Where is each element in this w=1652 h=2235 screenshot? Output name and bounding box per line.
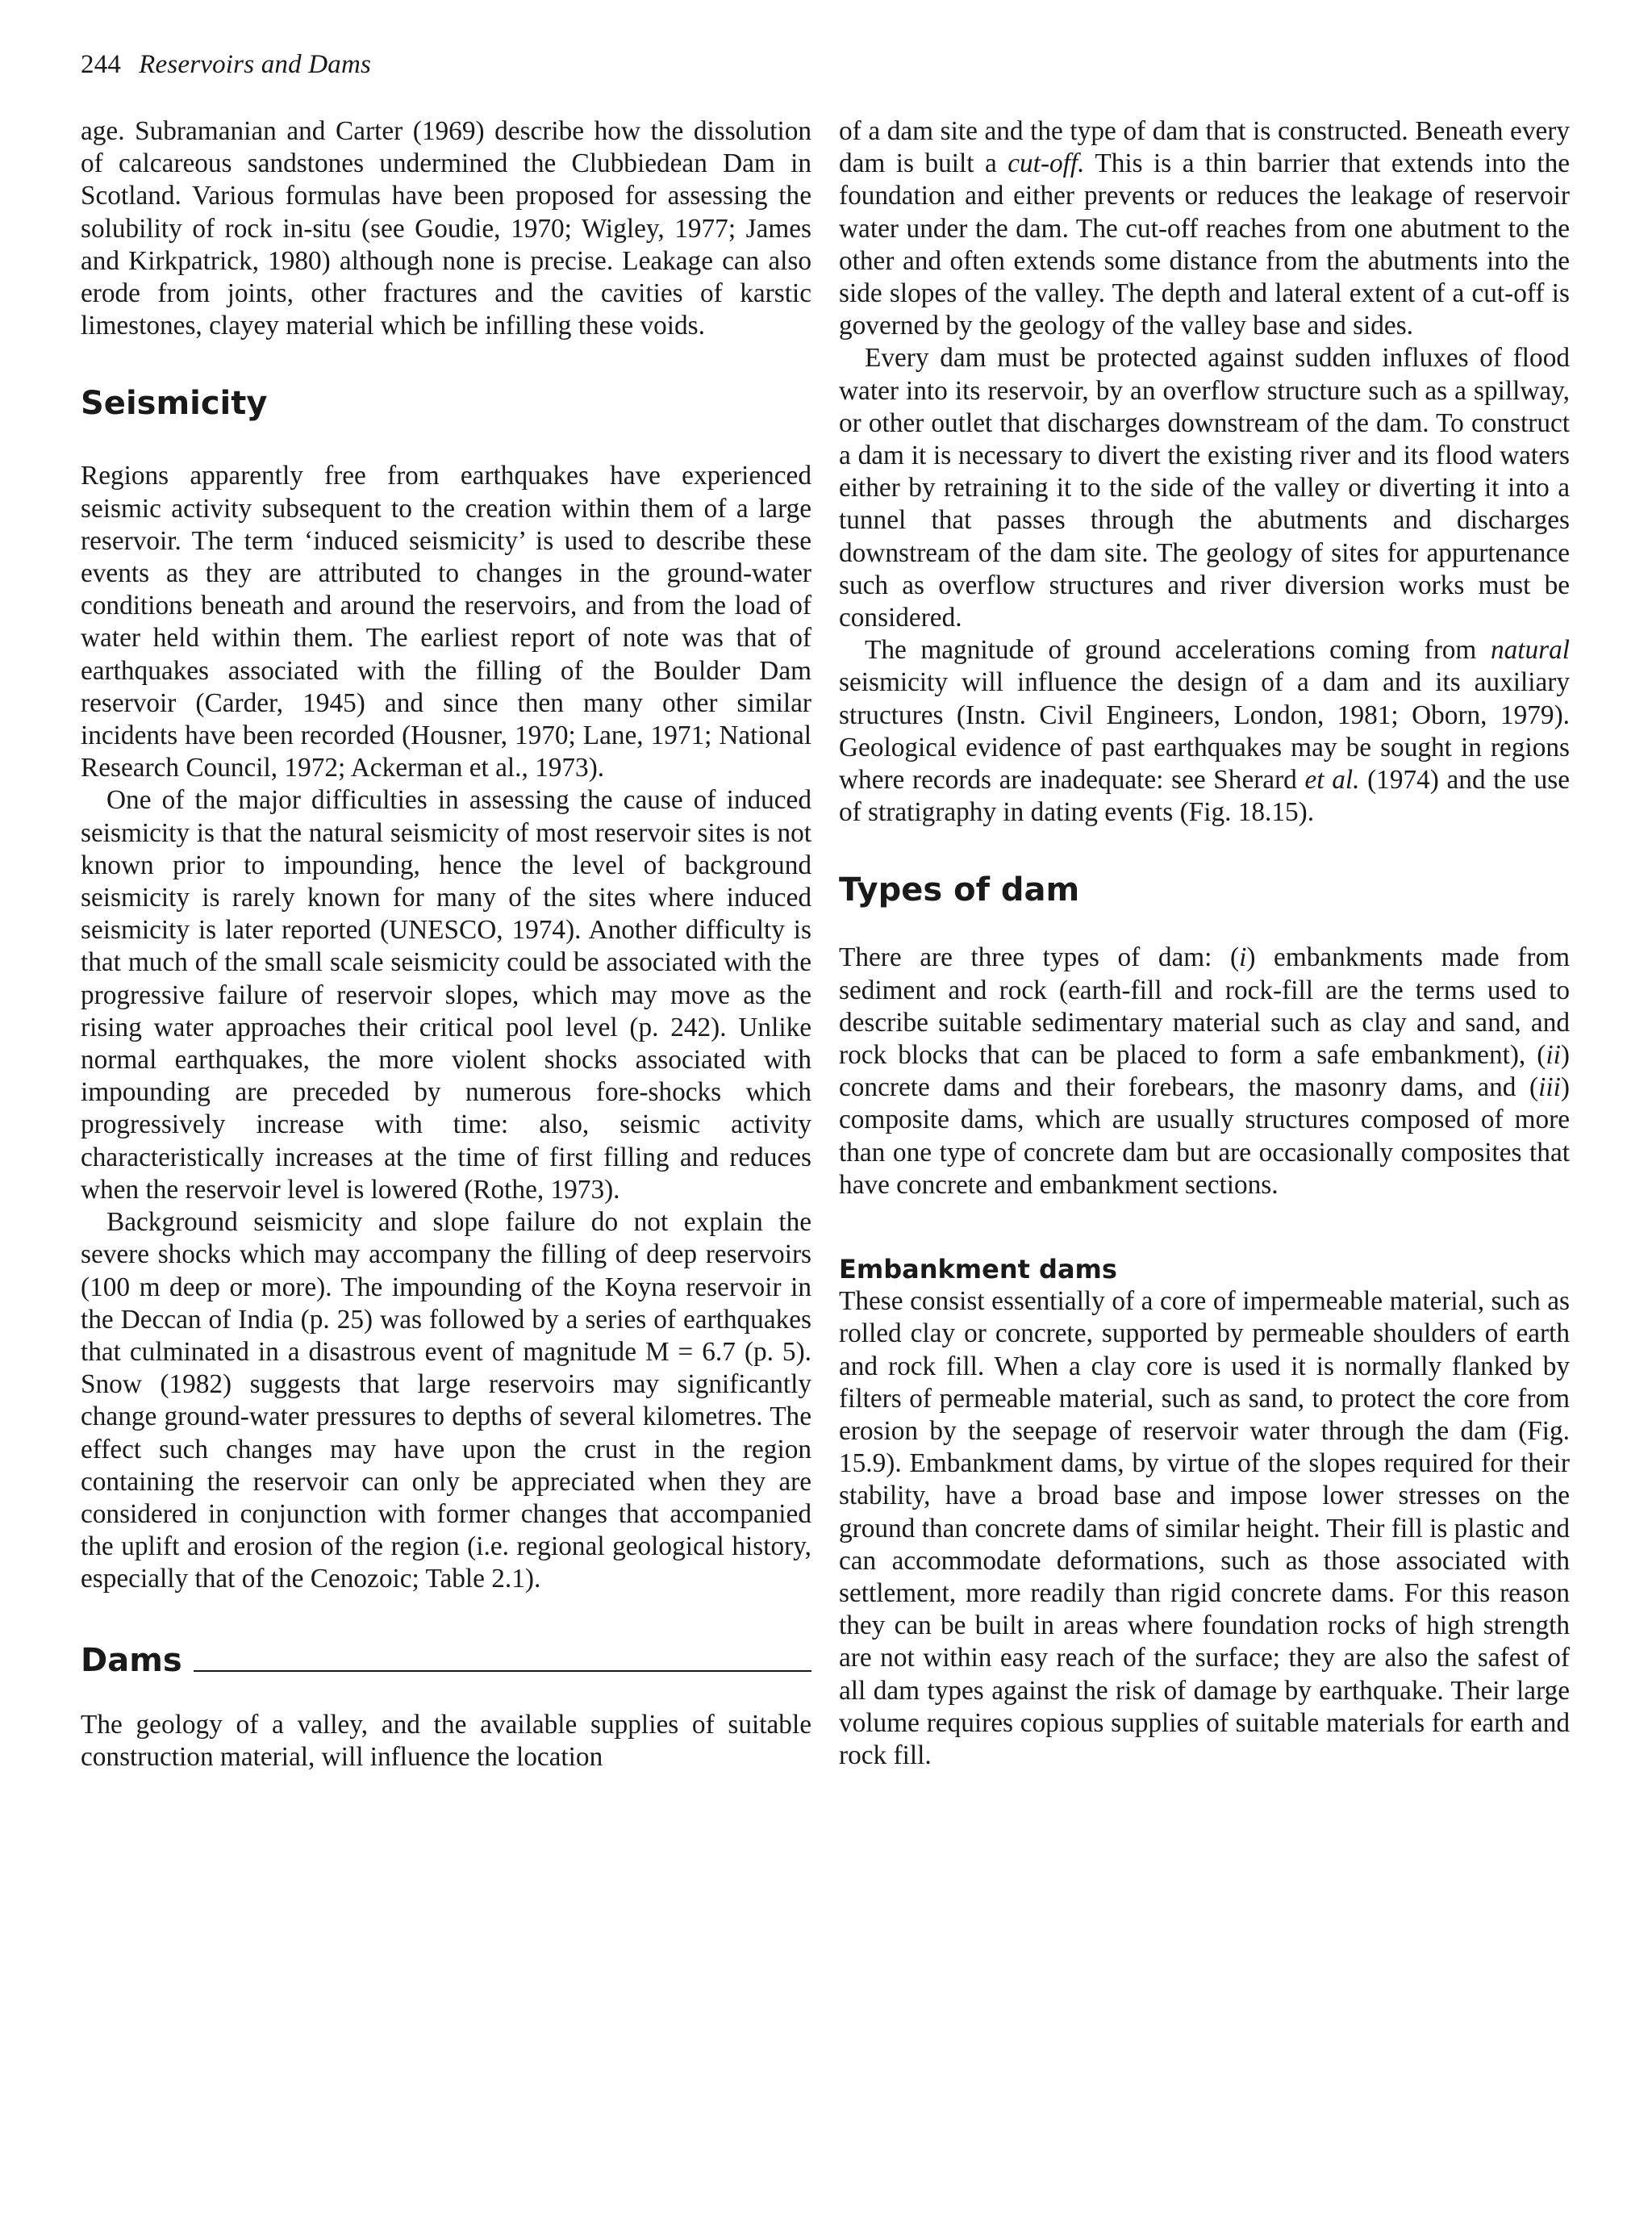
term-et-al: et al.: [1304, 765, 1360, 796]
paragraph-dams-1: The geology of a valley, and the available supplies of suitable construction material, will influence the location: [81, 1709, 811, 1772]
paragraph-seismicity-2: One of the major difficulties in assessing the cause of induced seismicity is that the natural seismicity of most reservoir sites is not known prior to impounding, hence the level of background seismicity is rarely known for many of the sites where induced seismicity is later reported (UNESCO, 1974). Another difficulty is that much of the small scale seismicity could be associated with the progressive failure of reservoir slopes, which may move as the rising water approaches their critical pool level (p. 242). Unlike normal earthquakes, the more violent shocks associated with impounding are preceded by numerous fore-shocks which progressively increase with time: also, seismic activity characteristically increases at the time of first filling and reduces when the reservoir level is lowered (Rothe, 1973).: [81, 785, 811, 1205]
section-heading-seismicity: Seismicity: [81, 385, 268, 423]
paragraph-seismicity-1: Regions apparently free from earthquakes have experienced seismic activity subsequent to the creation within them of a large reservoir. The term ‘induced seismicity’ is used to describe these events as they are attributed to changes in the ground-water conditions beneath and around the reservoirs, and from the load of water held within them. The earliest report of note was that of earthquakes associated with the filling of the Boulder Dam reservoir (Carder, 1945) and since then many other similar incidents have been recorded (Housner, 1970; Lane, 1971; National Research Council, 1972; Ackerman et al., 1973).: [81, 461, 811, 783]
term-natural: natural: [1490, 635, 1570, 666]
enum-i: i: [1239, 942, 1247, 973]
enum-iii: iii: [1538, 1072, 1561, 1103]
paragraph-intro: age. Subramanian and Carter (1969) describe how the dissolution of calcareous sandstones undermined the Clubbiedean Dam in Scotland. Various formulas have been proposed for assessing the solubility of rock in-situ (see Goudie, 1970; Wigley, 1977; James and Kirkpatrick, 1980) although none is precise. Leakage can also erode from joints, other fractures and the cavities of karstic limestones, clayey material which be infilling these voids.: [81, 116, 811, 341]
paragraph-seismicity-3: Background seismicity and slope failure do not explain the severe shocks which may accompany the filling of deep reservoirs (100 m deep or more). The impounding of the Koyna reservoir in the Deccan of India (p. 25) was followed by a series of earthquakes that culminated in a disastrous event of magnitude M = 6.7 (p. 5). Snow (1982) suggests that large reservoirs may significantly change ground-water pressures to depths of several kilometres. The effect such changes may have upon the crust in the region containing the reservoir can only be appreciated when they are considered in conjunction with former changes that accompanied the uplift and erosion of the region (i.e. regional geological history, especially that of the Cenozoic; Table 2.1).: [81, 1207, 811, 1594]
subheading-embankment-dams: Embankment dams: [839, 1254, 1117, 1285]
paragraph-embankment: These consist essentially of a core of impermeable material, such as rolled clay or concrete, supported by permeable shoulders of earth and rock fill. When a clay core is used it is normally flanked by filters of permeable material, such as sand, to protect the core from erosion by the seepage of reservoir water through the dam (Fig. 15.9). Embankment dams, by virtue of the slopes required for their stability, have a broad base and impose lower stresses on the ground than concrete dams of similar height. Their fill is plastic and can accommodate deformations, such as those associated with settlement, more readily than rigid concrete dams. For this reason they can be built in areas where foundation rocks of high strength are not within easy reach of the surface; they are also the safest of all dam types against the risk of damage by earthquake. Their large volume requires copious supplies of suitable materials for earth and rock fill.: [839, 1286, 1570, 1770]
text-run: The magnitude of ground accelerations coming from: [865, 635, 1491, 666]
text-run: ) concrete dams and their forebears, the masonry dams, and (: [839, 1040, 1570, 1103]
page-number: 244: [81, 50, 122, 79]
text-run: There are three types of dam: (: [839, 942, 1240, 973]
text-run: ) composite dams, which are usually structures composed of more than one type of concrete dam but are occasionally composites that have concrete and embankment sections.: [839, 1072, 1570, 1200]
section-heading-types-of-dam: Types of dam: [839, 871, 1080, 909]
paragraph-flood: Every dam must be protected against sudden influxes of flood water into its reservoir, by an overflow structure such as a spillway, or other outlet that discharges downstream of the dam. To construct a dam it is necessary to divert the existing river and its flood waters either by retraining it to the side of the valley or diverting it into a tunnel that passes through the abutments and discharges downstream of the dam site. The geology of sites for appurtenance such as overflow structures and river diversion works must be considered.: [839, 343, 1570, 633]
paragraph-cutoff: [839, 115, 1570, 342]
term-cut-off: cut-off.: [1007, 148, 1085, 179]
section-heading-dams-wrap: [81, 1641, 811, 1680]
text-run: This is a thin barrier that extends into the foundation and either prevents or reduces the leakage of reservoir water under the dam. The cut-off reaches from one abutment to the other and often extends some distance from the abutments into the side slopes of the valley. The depth and lateral extent of a cut-off is governed by the geology of the valley base and sides.: [839, 148, 1570, 341]
running-header: [81, 50, 371, 80]
text-run: ) embankments made from sediment and rock (earth-fill and rock-fill are the terms used to describe suitable sedimentary material such as clay and sand, and rock blocks that can be placed to form a safe embankment), (: [839, 942, 1570, 1071]
paragraph-magnitude: [839, 634, 1570, 829]
running-title: Reservoirs and Dams: [139, 50, 372, 79]
enum-ii: ii: [1546, 1040, 1561, 1071]
left-column: [81, 115, 811, 1773]
text-run: of a dam site and the type of dam that is constructed. Beneath every dam is built a: [839, 116, 1570, 179]
section-heading-dams: Dams: [81, 1641, 182, 1679]
paragraph-types: [839, 942, 1570, 1201]
text-run: (1974) and the use of stratigraphy in dating events (Fig. 18.15).: [839, 765, 1570, 828]
heading-rule: [194, 1670, 811, 1672]
text-run: seismicity will influence the design of a dam and its auxiliary structures (Instn. Civil Engineers, London, 1981; Oborn, 1979). Geological evidence of past earthquakes may be sought in regions where records are inadequate: see Sherard: [839, 667, 1570, 796]
right-column: [839, 115, 1570, 1772]
